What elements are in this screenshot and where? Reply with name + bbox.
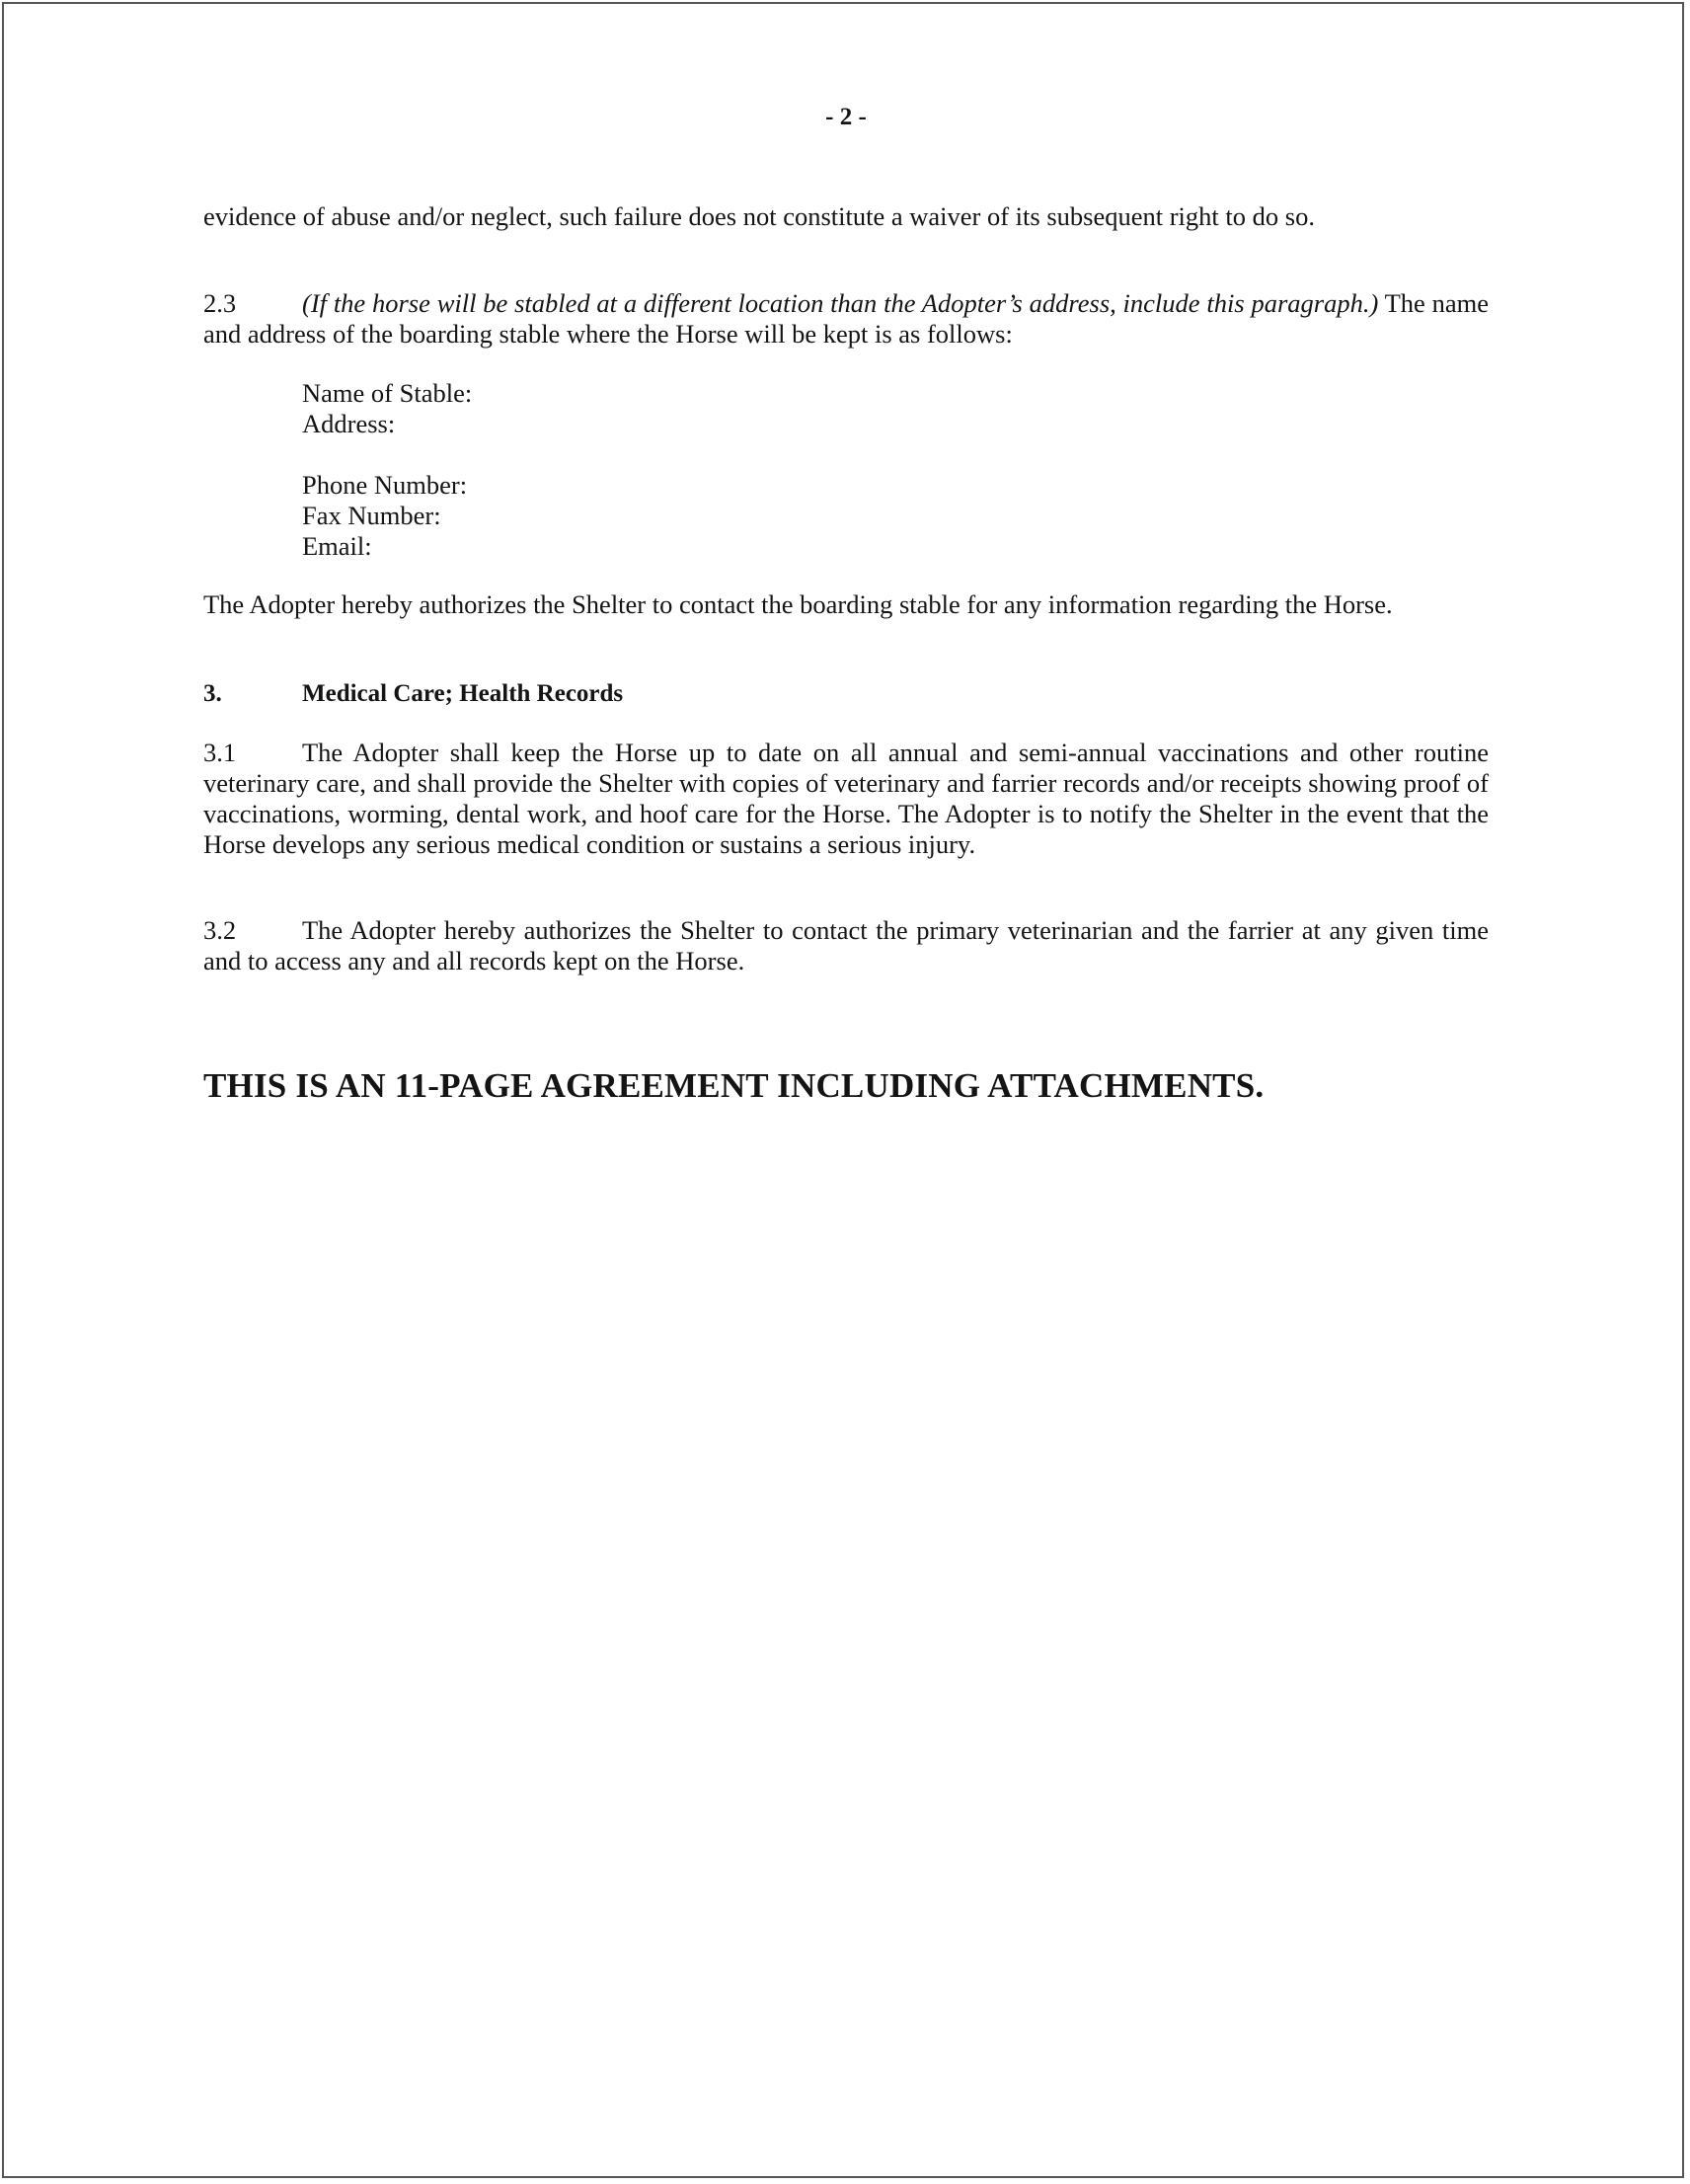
clause-text: The Adopter shall keep the Horse up to date on all annual and semi-annual vaccinations and other routine veterinary care, and shall provide the Shelter with copies of veterinary and farrier records and/or receipts showing proof of vaccinations, worming, dental work, and hoof care for the Horse. The Adopter is to notify the Shelter in the event that the Horse develops any serious medical condition or sustains a serious injury.: [203, 738, 1489, 859]
continued-paragraph: evidence of abuse and/or neglect, such failure does not constitute a waiver of its subsequent right to do so.: [203, 201, 1315, 231]
clause-text: The Adopter hereby authorizes the Shelter to contact the primary veterinarian and the farrier at any given time and to access any and all records kept on the Horse.: [203, 915, 1489, 975]
clause-text: The name and address of the boarding stable where the Horse will be kept is as follows:: [203, 288, 1489, 349]
section-title: Medical Care; Health Records: [302, 680, 624, 707]
stable-email-label: Email:: [302, 531, 372, 561]
stable-address-label: Address:: [302, 409, 396, 438]
clause-3-2: [203, 915, 1489, 976]
stable-fax-label: Fax Number:: [302, 501, 441, 530]
page-number: - 2 -: [825, 104, 867, 130]
section-number: 3.: [203, 680, 222, 707]
stable-phone-label: Phone Number:: [302, 470, 468, 500]
clause-number: 3.1: [203, 738, 237, 767]
clause-number: 3.2: [203, 915, 237, 945]
instruction-note: (If the horse will be stabled at a different location than the Adopter’s address, include this paragraph.): [302, 288, 1379, 318]
clause-number: 2.3: [203, 288, 237, 318]
stable-name-label: Name of Stable:: [302, 378, 473, 408]
page-count-notice: THIS IS AN 11-PAGE AGREEMENT INCLUDING ATTACHMENTS.: [203, 1066, 1265, 1105]
stable-details-block: [302, 378, 472, 562]
clause-3-1: [203, 738, 1489, 860]
clause-2-3: [203, 288, 1489, 350]
authorization-paragraph: The Adopter hereby authorizes the Shelter to contact the boarding stable for any information regarding the Horse.: [203, 589, 1393, 619]
section-3-heading: [203, 678, 623, 709]
